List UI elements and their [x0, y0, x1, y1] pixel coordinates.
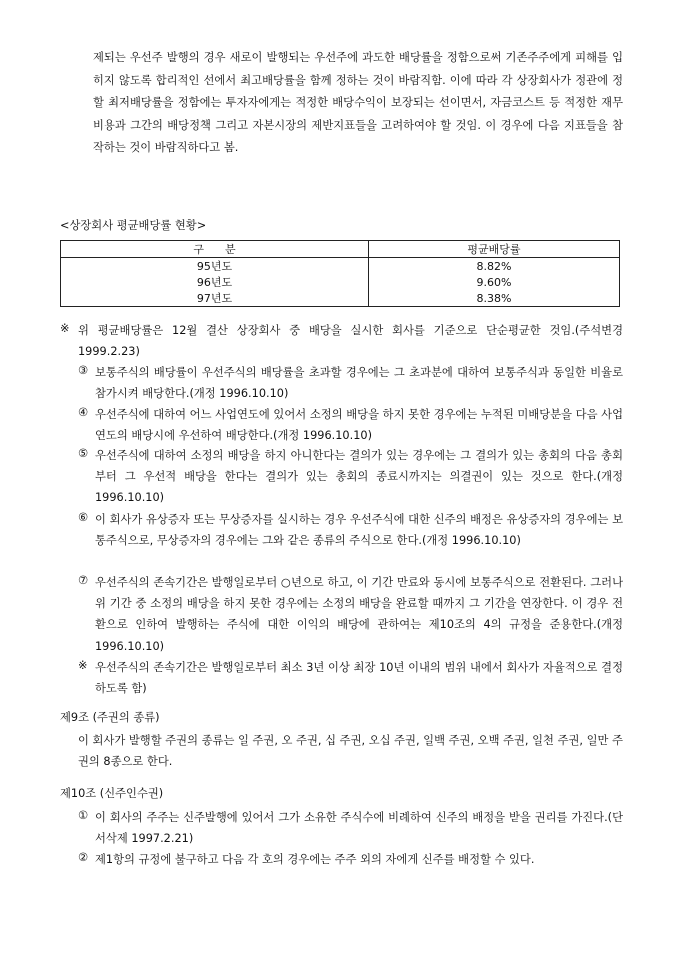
- cell-year: 95년도: [61, 258, 369, 275]
- list-item: 제1항의 규정에 불구하고 다음 각 호의 경우에는 주주 외의 자에게 신주를 배정할 수 있다.: [95, 853, 535, 866]
- table-header-row: [61, 241, 620, 258]
- list-item: 우선주식의 존속기간은 발행일로부터 ○년으로 하고, 이 기간 만료와 동시에 보통주식으로 전환된다. 그러나 위 기간 중 소정의 배당을 하지 못한 경우에는 소정의 배당을 완료할 때까지 그 기간을 연장한다. 이 경우 전환으로 인하여 발행하는 주식에 대한 이익의 배당에 관하여는 제10조의 4의 규정을 준용한다.(개정 1996.10.10): [95, 576, 623, 653]
- intro-paragraph: 제되는 우선주 발행의 경우 새로이 발행되는 우선주에 과도한 배당률을 정함으로써 기존주주에게 피해를 입히지 않도록 합리적인 선에서 최고배당률을 함께 정하는 것이 바람직함. 이에 따라 각 상장회사가 정관에 정할 최저배당률을 정함에는 투자자에게는 적정한 배당수익이 보장되는 선이면서, 자금코스트 등 적정한 재무비용과 그간의 배당정책 그리고 자본시장의 제반지표들을 고려하여야 할 것임. 이 경우에 다음 지표들을 참작하는 것이 바람직하다고 봄.: [93, 51, 623, 155]
- item-marker: ⑤: [78, 447, 89, 460]
- item-marker: ①: [78, 809, 89, 822]
- item-marker: ⑥: [78, 511, 89, 524]
- item-marker: ⑦: [78, 574, 89, 587]
- table-row: [61, 258, 620, 275]
- list-item: 보통주식의 배당률이 우선주식의 배당률을 초과할 경우에는 그 초과분에 대하여 보통주식과 동일한 비율로 참가시켜 배당한다.(개정 1996.10.10): [95, 366, 623, 401]
- article-9-text: 이 회사가 발행할 주권의 종류는 일 주권, 오 주권, 십 주권, 오십 주권, 일백 주권, 오백 주권, 일천 주권, 일만 주권의 8종으로 한다.: [78, 734, 623, 769]
- item-marker: ②: [78, 851, 89, 864]
- header-average-rate: 평균배당률: [369, 241, 620, 258]
- list-item: 이 회사가 유상증자 또는 무상증자를 실시하는 경우 우선주식에 대한 신주의 배정은 유상증자의 경우에는 보통주식으로, 무상증자의 경우에는 그와 같은 종류의 주식으로 한다.(개정 1996.10.10): [95, 513, 623, 548]
- cell-year: 97년도: [61, 290, 369, 307]
- table-row: [61, 274, 620, 290]
- article-10-title: 제10조 (신주인수권): [60, 787, 164, 800]
- note-marker: ※: [78, 659, 88, 672]
- cell-rate: 9.60%: [369, 274, 620, 290]
- table-row: [61, 290, 620, 307]
- table-caption: <상장회사 평균배당률 현황>: [60, 219, 207, 232]
- article-9-title: 제9조 (주권의 종류): [60, 711, 160, 724]
- item-marker: ④: [78, 406, 89, 419]
- item-marker: ③: [78, 364, 89, 377]
- dividend-table: [60, 240, 620, 307]
- cell-year: 96년도: [61, 274, 369, 290]
- list-item: 이 회사의 주주는 신주발행에 있어서 그가 소유한 주식수에 비례하여 신주의 배정을 받을 권리를 가진다.(단서삭제 1997.2.21): [95, 811, 623, 846]
- list-item: 우선주식에 대하여 소정의 배당을 하지 아니한다는 결의가 있는 경우에는 그 결의가 있는 총회의 다음 총회부터 그 우선적 배당을 한다는 결의가 있는 총회의 종료시까지는 의결권이 있는 것으로 한다.(개정 1996.10.10): [95, 449, 623, 505]
- cell-rate: 8.82%: [369, 258, 620, 275]
- note-marker: ※: [60, 322, 70, 335]
- cell-rate: 8.38%: [369, 290, 620, 307]
- note-duration: 우선주식의 존속기간은 발행일로부터 최소 3년 이상 최장 10년 이내의 범위 내에서 회사가 자율적으로 결정하도록 함): [95, 661, 623, 696]
- list-item: 우선주식에 대하여 어느 사업연도에 있어서 소정의 배당을 하지 못한 경우에는 누적된 미배당분을 다음 사업연도의 배당시에 우선하여 배당한다.(개정 1996.10.10): [95, 408, 623, 443]
- header-category: 구 분: [61, 241, 369, 258]
- note-average-rate: 위 평균배당률은 12월 결산 상장회사 중 배당을 실시한 회사를 기준으로 단순평균한 것임.(주석변경 1999.2.23): [78, 324, 623, 359]
